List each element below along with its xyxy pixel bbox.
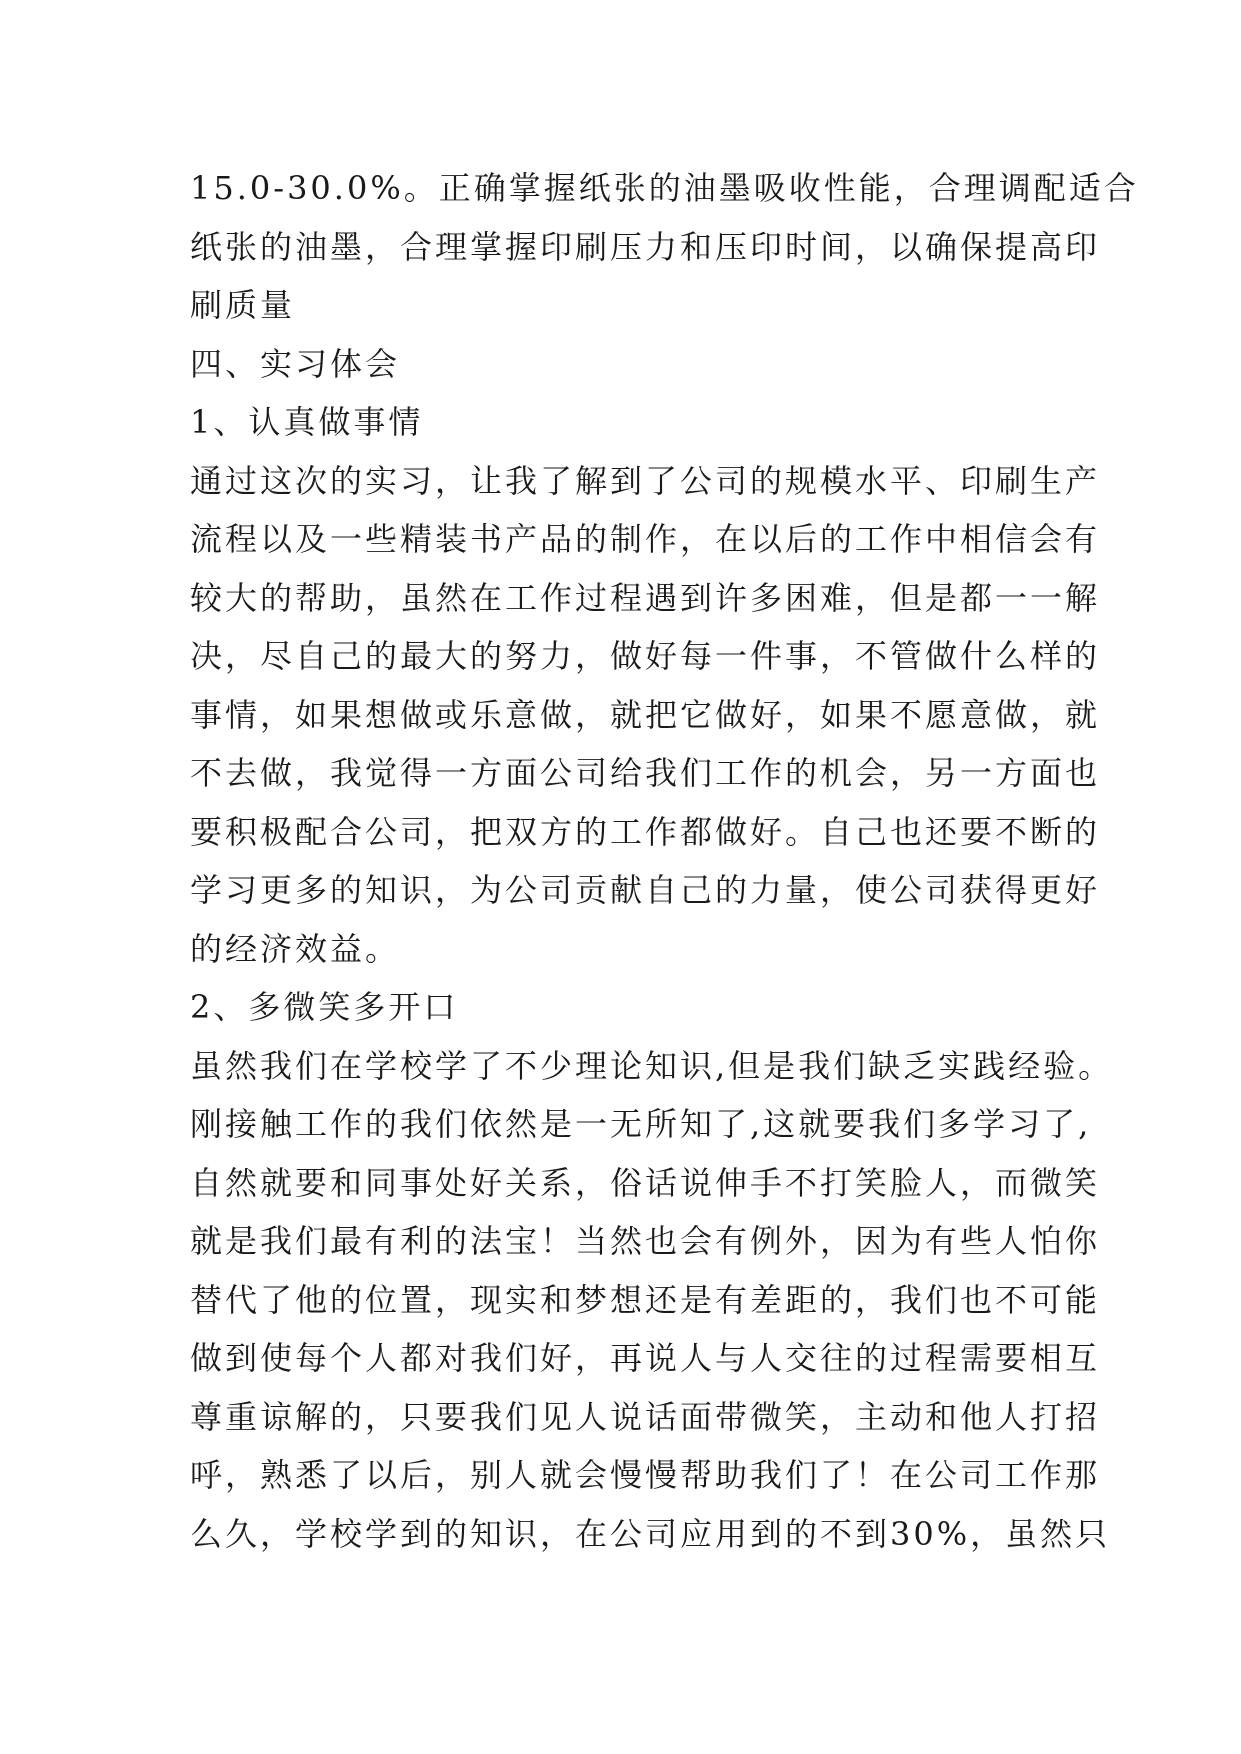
text-line: 纸张的油墨，合理掌握印刷压力和压印时间，以确保提高印 [190,227,1101,266]
text-line: 呼，熟悉了以后，别人就会慢慢帮助我们了！在公司工作那 [190,1456,1101,1494]
text-line: 不去做，我觉得一方面公司给我们工作的机会，另一方面也 [190,754,1101,792]
text-line: 就是我们最有利的法宝！当然也会有例外，因为有些人怕你 [190,1222,1101,1260]
text-line: 做到使每个人都对我们好，再说人与人交往的过程需要相互 [190,1339,1101,1377]
text-line: 尊重谅解的，只要我们见人说话面带微笑，主动和他人打招 [190,1397,1101,1436]
text-line: 流程以及一些精装书产品的制作，在以后的工作中相信会有 [190,520,1101,558]
document-body [190,159,1139,1563]
text-line: 替代了他的位置，现实和梦想还是有差距的，我们也不可能 [190,1280,1101,1319]
text-line: 较大的帮助，虽然在工作过程遇到许多困难，但是都一一解 [190,578,1101,617]
text-line: 要积极配合公司，把双方的工作都做好。自己也还要不断的 [190,812,1101,851]
text-line: 的经济效益。 [190,929,401,968]
text-line: 自然就要和同事处好关系，俗话说伸手不打笑脸人，而微笑 [190,1163,1101,1202]
subsection-heading: 1、认真做事情 [190,403,424,441]
text-line: 决，尽自己的最大的努力，做好每一件事，不管做什么样的 [190,637,1101,675]
text-line: 通过这次的实习，让我了解到了公司的规模水平、印刷生产 [190,461,1101,500]
subsection-heading: 2、多微笑多开口 [190,988,459,1026]
section-heading: 四、实习体会 [190,344,401,383]
text-line: 学习更多的知识，为公司贡献自己的力量，使公司获得更好 [190,871,1101,909]
text-line: 刚接触工作的我们依然是一无所知了,这就要我们多学习了, [190,1105,1092,1143]
text-line: 15.0-30.0%。正确掌握纸张的油墨吸收性能，合理调配适合 [190,169,1139,207]
text-line: 虽然我们在学校学了不少理论知识,但是我们缺乏实践经验。 [190,1046,1114,1085]
text-line: 么久，学校学到的知识，在公司应用到的不到30%，虽然只 [190,1514,1111,1553]
text-line: 刷质量 [190,286,296,324]
text-line: 事情，如果想做或乐意做，就把它做好，如果不愿意做，就 [190,695,1101,734]
